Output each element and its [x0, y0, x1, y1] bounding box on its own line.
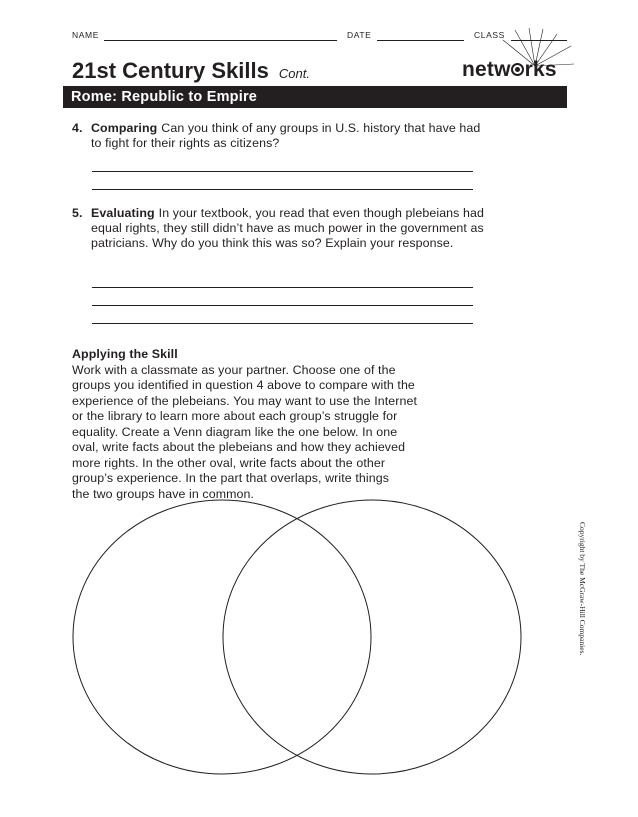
question-number: 4.: [72, 121, 83, 135]
class-label: CLASS: [474, 30, 505, 40]
question-4: [72, 121, 492, 151]
applying-the-skill: [72, 347, 482, 502]
chapter-banner: Rome: Republic to Empire: [63, 86, 567, 108]
logo-o-icon: [511, 63, 524, 76]
question-skill: Evaluating: [91, 206, 155, 220]
answer-line[interactable]: [92, 323, 473, 324]
venn-diagram: [62, 498, 532, 778]
logo-text-end: rks: [524, 58, 557, 81]
question-text: Can you think of any groups in U.S. history that have had to fight for their rights as citizens?: [91, 121, 481, 150]
answer-line[interactable]: [92, 287, 473, 288]
answer-line[interactable]: [92, 189, 473, 190]
answer-line[interactable]: [92, 305, 473, 306]
networks-logo: [462, 58, 557, 82]
venn-oval-left: [73, 500, 371, 774]
date-label: DATE: [347, 30, 372, 40]
question-number: 5.: [72, 206, 83, 220]
question-skill: Comparing: [91, 121, 158, 135]
page-title: [72, 58, 310, 84]
date-field[interactable]: [377, 40, 464, 41]
answer-line[interactable]: [92, 171, 473, 172]
section-heading: Applying the Skill: [72, 347, 178, 361]
question-text: In your textbook, you read that even though plebeians had equal rights, they still didn’t have as much power in the government as patricians. Why do you think this was so? Explain your response.: [91, 206, 484, 250]
name-label: NAME: [72, 30, 99, 40]
title-text: 21st Century Skills: [72, 58, 269, 83]
title-cont: Cont.: [278, 66, 310, 81]
question-5: [72, 206, 492, 251]
section-body: Work with a classmate as your partner. Choose one of the groups you identified in question 4 above to compare with the experience of the plebeians. You may want to use the Internet or the library to learn more about each group’s struggle for equality. Create a Venn diagram like the one below. In one oval, write facts about the plebeians and how they achieved more rights. In the other oval, write facts about the other group’s experience. In the part that overlaps, write things the two groups have in common.: [72, 362, 418, 501]
copyright-notice: Copyright by The McGraw-Hill Companies.: [578, 522, 587, 656]
name-field[interactable]: [104, 40, 337, 41]
logo-text-start: netw: [462, 58, 511, 81]
venn-oval-right: [223, 500, 521, 774]
